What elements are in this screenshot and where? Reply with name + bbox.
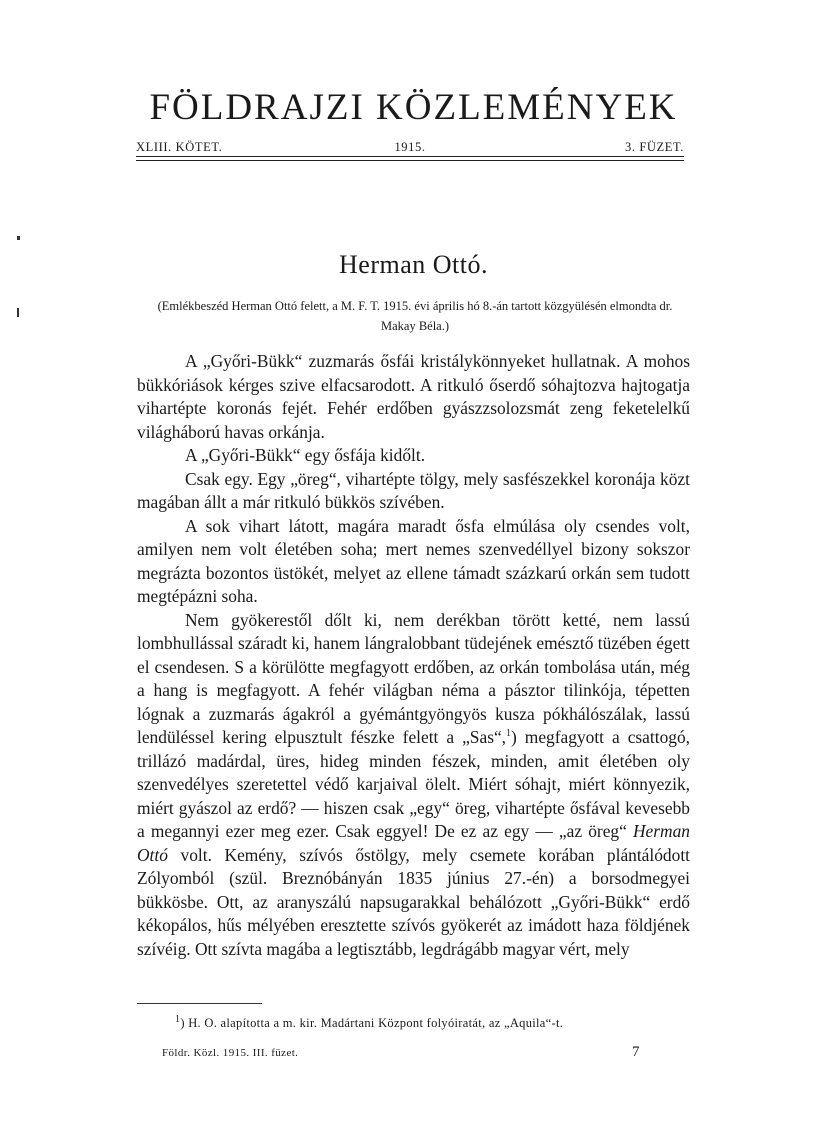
footnote-marker[interactable]: 1: [506, 728, 512, 740]
article-body: [137, 350, 690, 961]
scan-speck: [17, 236, 20, 240]
paragraph: A „Győri-Bükk“ zuzmarás ősfái kristálykönnyeket hullatnak. A mohos bükkóriások kérges szive elfacsarodott. A ritkuló őserdő sóhajtozva hajtogatja vihartépte koronás fejét. Fehér erdőben gyászzsolozsmát zeng feketelelkű világháború havas orkánja.: [137, 351, 690, 442]
paragraph: [137, 609, 690, 962]
footnote-text: ) H. O. alapította a m. kir. Madártani Központ folyóiratát, az „Aquila“-t.: [180, 1016, 564, 1030]
footnote-number: 1: [175, 1013, 181, 1025]
masthead-rule-top: [136, 156, 684, 157]
paragraph-text: ) megfagyott a csattogó, trillázó madárdal, üres, hideg minden fészek, minden, amit életében oly szenvedélyes szeretettel védő karjaival ölelt. Miért sóhajt, miért könnyezik, miért gyászol az erdő? — hiszen csak „egy“ öreg, vihartépte ősfával kevesebb a megannyi ezer meg ezer. Csak eggyel! De ez az egy — „az öreg“: [137, 727, 690, 841]
issue-label: 3. FÜZET.: [625, 140, 684, 154]
footer-signature: Földr. Közl. 1915. III. füzet.: [162, 1047, 299, 1059]
article-subtitle: (Emlékbeszéd Herman Ottó felett, a M. F. T. 1915. évi április hó 8.-án tartott közgyülésén elmondta dr. Makay Béla.): [157, 299, 673, 333]
paragraph-text: volt. Kemény, szívós őstölgy, mely csemete korában plántálódott Zólyomból (szül. Breznóbányán 1835 június 27.-én) a borsodmegyei bükkösbe. Ott, az aranyszálú napsugarakkal behálózott „Győri-Bükk“ erdő kékopálos, hűs mélyében eresztette szívós gyökerét az imádott haza földjének szívéig. Ott szívta magába a legtisztább, legdrágább magyar vért, mely: [137, 844, 690, 959]
year-label: 1915.: [394, 140, 426, 154]
paragraph-text: Nem gyökerestől dőlt ki, nem derékban törött ketté, nem lassú lombhullással száradt ki, hanem lángralobbant tüdejének emésztő tüzében égett el csendesen. S a körülötte megfagyott erdőben, az orkán tombolása után, még a hang is megfagyott. A fehér világban néma a pásztor tilinkója, tépetten lógnak a zuzmarás ágakról a gyémántgyöngyös kusza pókhálószálak, lassú lendüléssel kering elpusztult fészke felett a „Sas“,: [137, 609, 690, 747]
masthead-rule-bottom: [136, 160, 684, 161]
footnote-rule: [137, 1003, 262, 1004]
journal-title: FÖLDRAJZI KÖZLEMÉNYEK: [149, 87, 678, 128]
paragraph: Csak egy. Egy „öreg“, vihartépte tölgy, mely sasfészekkel koronája közt magában állt a már ritkuló bükkös szívében.: [137, 468, 690, 512]
volume-label: XLIII. KÖTET.: [136, 140, 223, 154]
article-title: Herman Ottó.: [339, 250, 488, 279]
footnote: [175, 1013, 695, 1031]
paragraph: A sok vihart látott, magára maradt ősfa elmúlása oly csendes volt, amilyen nem volt életében soha; mert nemes szenvedéllyel bizony sokszor megrázta bozontos üstökét, melyet az ellene támadt százkarú orkán sem tudott megtépázni soha.: [137, 515, 690, 606]
emphasized-name: Herman Ottó: [137, 821, 690, 865]
page-number: 7: [632, 1044, 640, 1060]
scan-speck: [17, 308, 19, 317]
paragraph: A „Győri-Bükk“ egy ősfája kidőlt.: [185, 445, 426, 465]
